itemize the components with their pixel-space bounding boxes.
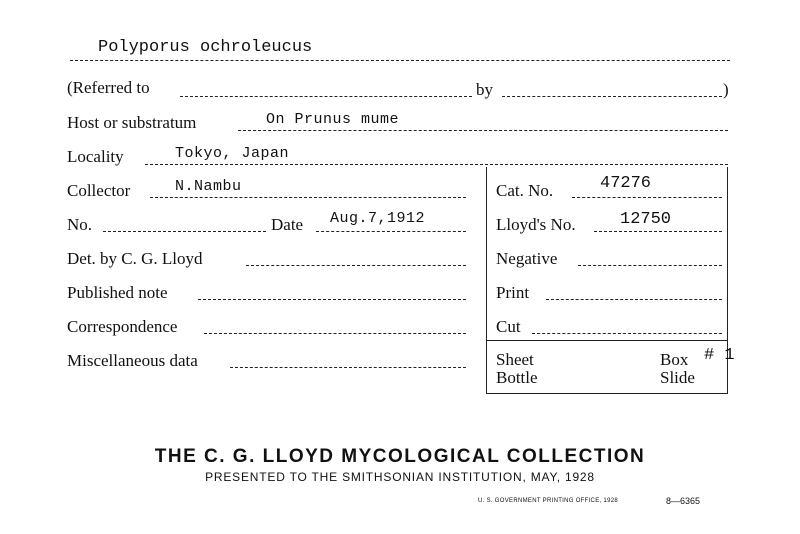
cat-no-label: Cat. No. xyxy=(496,181,554,200)
date-rule xyxy=(316,231,466,232)
collector-value: N.Nambu xyxy=(175,178,242,195)
print-code: 8—6365 xyxy=(666,496,701,506)
print-label: Print xyxy=(496,283,530,302)
sheet-label: Sheet xyxy=(496,350,534,369)
published-note-rule xyxy=(198,299,466,300)
negative-label: Negative xyxy=(496,249,558,268)
collection-title: THE C. G. LLOYD MYCOLOGICAL COLLECTION xyxy=(154,446,646,467)
correspondence-rule xyxy=(204,333,466,334)
collection-subtitle: PRESENTED TO THE SMITHSONIAN INSTITUTION, MAY, 1928 xyxy=(205,470,595,484)
lloyds-no-value: 12750 xyxy=(620,210,672,229)
date-label: Date xyxy=(271,215,304,234)
locality-value: Tokyo, Japan xyxy=(175,145,290,162)
collector-label: Collector xyxy=(67,181,131,200)
no-rule xyxy=(103,231,266,232)
box-divider xyxy=(486,340,728,341)
box-bottom-border xyxy=(486,393,728,394)
by-rule xyxy=(502,96,722,97)
referred-to-rule xyxy=(180,96,472,97)
date-value: Aug.7,1912 xyxy=(330,210,426,227)
lloyds-no-rule xyxy=(594,231,722,232)
cat-no-value: 47276 xyxy=(600,174,652,193)
by-label: by xyxy=(476,80,493,99)
correspondence-label: Correspondence xyxy=(67,317,178,336)
det-by-label: Det. by C. G. Lloyd xyxy=(67,249,203,268)
lloyds-no-label: Lloyd's No. xyxy=(496,215,576,234)
miscellaneous-rule xyxy=(230,367,466,368)
box-number-value: # 1 xyxy=(704,346,735,365)
locality-label: Locality xyxy=(67,147,124,166)
species-rule xyxy=(70,60,730,61)
print-rule xyxy=(546,299,722,300)
published-note-label: Published note xyxy=(67,283,168,302)
cat-no-rule xyxy=(572,197,722,198)
locality-rule xyxy=(145,164,728,165)
cut-label: Cut xyxy=(496,317,521,336)
box-label: Box xyxy=(660,350,689,369)
bottle-label: Bottle xyxy=(496,368,538,387)
det-by-rule xyxy=(246,265,466,266)
cut-rule xyxy=(532,333,722,334)
host-label: Host or substratum xyxy=(67,113,197,132)
collector-rule xyxy=(150,197,466,198)
box-left-border xyxy=(486,167,487,394)
host-rule xyxy=(238,130,728,131)
species-name: Polyporus ochroleucus xyxy=(98,38,313,57)
no-label: No. xyxy=(67,215,93,234)
negative-rule xyxy=(578,265,722,266)
host-value: On Prunus mume xyxy=(266,111,400,128)
printer-imprint: U. S. GOVERNMENT PRINTING OFFICE, 1928 xyxy=(478,498,618,504)
slide-label: Slide xyxy=(660,368,695,387)
referred-to-label: (Referred to xyxy=(67,78,150,97)
miscellaneous-label: Miscellaneous data xyxy=(67,351,198,370)
close-paren: ) xyxy=(723,80,729,99)
